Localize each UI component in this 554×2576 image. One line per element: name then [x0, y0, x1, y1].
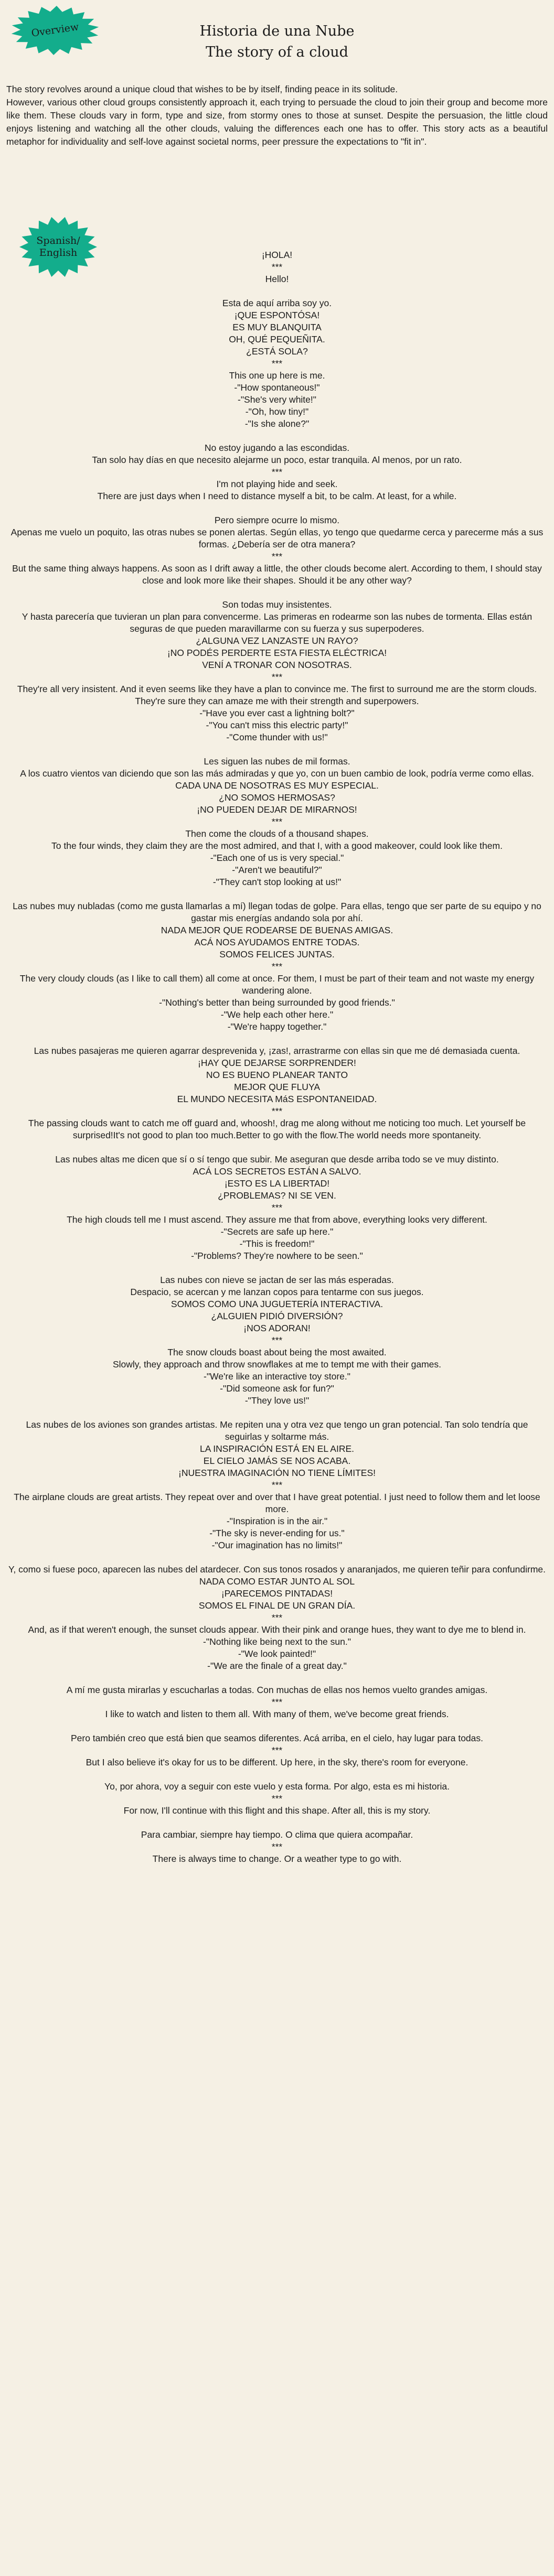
english-line: -"Aren't we beautiful?": [232, 865, 322, 875]
english-line: This one up here is me.: [229, 370, 325, 381]
separator: ***: [271, 1480, 283, 1490]
english-line: -"We're like an interactive toy store.": [204, 1371, 350, 1382]
english-line: -"Secrets are safe up here.": [220, 1226, 334, 1237]
spanish-line: ¿PROBLEMAS? NI SE VEN.: [218, 1190, 336, 1201]
page-title: [0, 21, 554, 63]
english-line: I like to watch and listen to them all. With many of them, we've become great friends.: [105, 1709, 449, 1719]
separator: ***: [271, 1612, 283, 1623]
english-line: -"She's very white!": [238, 394, 316, 405]
spanish-line: ¿ALGUNA VEZ LANZASTE UN RAYO?: [196, 635, 358, 646]
spanish-line: ¿ESTÁ SOLA?: [246, 346, 308, 357]
intro-en: Hello!: [265, 274, 289, 284]
english-line: There are just days when I need to distance myself a bit, to be calm. At least, for a while.: [97, 491, 457, 501]
english-line: -"We are the finale of a great day.": [207, 1661, 347, 1671]
english-line: -"Our imagination has no limits!": [211, 1540, 343, 1550]
english-line: -"Come thunder with us!": [226, 732, 328, 742]
spanish-line: ¡PARECEMOS PINTADAS!: [221, 1588, 333, 1599]
language-badge-label: Spanish/ English: [36, 235, 80, 258]
spanish-line: SOMOS COMO UNA JUGUETERÍA INTERACTIVA.: [171, 1299, 383, 1309]
english-line: -"This is freedom!": [239, 1238, 315, 1249]
spanish-line: NADA MEJOR QUE RODEARSE DE BUENAS AMIGAS.: [161, 925, 393, 935]
spanish-line: Pero siempre ocurre lo mismo.: [214, 515, 340, 525]
spanish-line: Les siguen las nubes de mil formas.: [204, 756, 350, 767]
story-paragraph: [0, 1684, 554, 1720]
spanish-line: Pero también creo que está bien que seamos diferentes. Acá arriba, en el cielo, hay lugar para todas.: [70, 1733, 484, 1743]
intro-es: ¡HOLA!: [261, 250, 293, 260]
story-paragraph: [0, 1045, 554, 1141]
story-paragraph: [0, 1419, 554, 1551]
english-line: The snow clouds boast about being the most awaited.: [167, 1347, 387, 1357]
overview-badge-label: Overview: [30, 21, 80, 39]
spanish-line: Tan solo hay días en que necesito alejarme un poco, estar tranquila. Al menos, por un rato.: [92, 455, 462, 465]
spanish-line: SOMOS EL FINAL DE UN GRAN DÍA.: [198, 1600, 356, 1611]
title-spanish: Historia de una Nube: [199, 23, 355, 39]
story-paragraph: [0, 514, 554, 587]
spanish-line: Las nubes altas me dicen que sí o sí tengo que subir. Me aseguran que desde arriba todo se ve muy distinto.: [55, 1154, 499, 1165]
english-line: There is always time to change. Or a weather type to go with.: [152, 1853, 402, 1864]
spanish-line: Y, como si fuese poco, aparecen las nubes del atardecer. Con sus tonos rosados y anaranjados, me quieren teñir para confundirme.: [8, 1564, 546, 1575]
english-line: -"We're happy together.": [227, 1021, 327, 1032]
spanish-line: Son todas muy insistentes.: [222, 599, 332, 610]
separator: ***: [271, 1697, 283, 1707]
separator: ***: [271, 961, 283, 972]
story-text: [0, 249, 554, 1877]
separator: ***: [271, 1841, 283, 1852]
story-paragraph: [0, 1154, 554, 1262]
english-line: But I also believe it's okay for us to be different. Up here, in the sky, there's room for everyone.: [86, 1757, 468, 1767]
english-line: -"The sky is never-ending for us.": [209, 1528, 345, 1538]
separator: ***: [271, 1106, 283, 1116]
spanish-line: ¡NO PUEDEN DEJAR DE MIRARNOS!: [197, 804, 357, 815]
english-line: -"Oh, how tiny!": [245, 406, 309, 417]
english-line: -"Is she alone?": [244, 418, 310, 429]
spanish-line: OH, QUÉ PEQUEÑITA.: [229, 334, 325, 344]
spanish-line: SOMOS FELICES JUNTAS.: [219, 949, 335, 960]
spanish-line: LA INSPIRACIÓN ESTÁ EN EL AIRE.: [199, 1443, 355, 1454]
spanish-line: A los cuatro vientos van diciendo que son las más admiradas y que yo, con un buen cambio de look, podría verme como ellas.: [20, 768, 534, 779]
story-intro: [0, 249, 554, 285]
separator: ***: [271, 1793, 283, 1804]
english-line: -"They can't stop looking at us!": [212, 877, 342, 887]
story-paragraph: [0, 1829, 554, 1865]
separator: ***: [271, 467, 283, 477]
spanish-line: ¡NUESTRA IMAGINACIÓN NO TIENE LÍMITES!: [178, 1468, 376, 1478]
english-line: The passing clouds want to catch me off guard and, whoosh!, drag me along without me noticing too much. Let yourself be surprised!It's not good to plan too much.Better to go with the flow.The world needs more spontaneity.: [28, 1118, 526, 1140]
english-line: Then come the clouds of a thousand shapes.: [185, 828, 369, 839]
english-line: -"Inspiration is in the air.": [226, 1516, 328, 1526]
english-line: -"Each one of us is very special.": [210, 853, 344, 863]
english-line: For now, I'll continue with this flight and this shape. After all, this is my story.: [123, 1805, 431, 1816]
overview-paragraph: The story revolves around a unique cloud that wishes to be by itself, finding peace in its solitude. However, various other cloud groups consistently approach it, each trying to persuade the cloud to join their group and become more like them. These clouds vary in form, type and size, from stormy ones to those at sunset. Despite the persuasion, the little cloud enjoys listening and watching all the other clouds, valuing the differences each one has to offer. This story acts as a beautiful metaphor for individuality and self-love against societal norms, peer pressure the expectations to "fit in".: [6, 84, 548, 147]
spanish-line: ES MUY BLANQUITA: [232, 322, 322, 332]
english-line: -"Did someone ask for fun?": [220, 1383, 334, 1394]
separator: ***: [271, 1745, 283, 1755]
spanish-line: ACÁ LOS SECRETOS ESTÁN A SALVO.: [193, 1166, 361, 1177]
spanish-line: VENÍ A TRONAR CON NOSOTRAS.: [202, 660, 352, 670]
english-line: To the four winds, they claim they are the most admired, and that I, with a good makeover, could look like them.: [51, 840, 503, 851]
story-paragraph: [0, 756, 554, 888]
english-line: The high clouds tell me I must ascend. They assure me that from above, everything looks very different.: [67, 1214, 487, 1225]
separator: ***: [271, 1335, 283, 1345]
story-paragraph: [0, 1274, 554, 1407]
separator: ***: [271, 262, 283, 272]
spanish-line: MEJOR QUE FLUYA: [233, 1082, 320, 1092]
spanish-line: Las nubes pasajeras me quieren agarrar desprevenida y, ¡zas!, arrastrarme con ellas sin que me dé demasiada cuenta.: [34, 1046, 520, 1056]
english-line: -"Problems? They're nowhere to be seen.": [191, 1251, 363, 1261]
story-paragraph: [0, 1732, 554, 1769]
story-paragraph: [0, 1781, 554, 1817]
english-line: -"They love us!": [244, 1395, 310, 1406]
spanish-line: CADA UNA DE NOSOTRAS ES MUY ESPECIAL.: [175, 780, 379, 791]
spanish-line: Las nubes con nieve se jactan de ser las más esperadas.: [160, 1275, 394, 1285]
english-line: The airplane clouds are great artists. They repeat over and over that I have great potential. I just need to follow them and let loose more.: [14, 1492, 540, 1514]
spanish-line: EL MUNDO NECESITA MáS ESPONTANEIDAD.: [177, 1094, 377, 1104]
english-line: -"Nothing like being next to the sun.": [203, 1636, 351, 1647]
separator: ***: [271, 551, 283, 562]
spanish-line: Las nubes de los aviones son grandes artistas. Me repiten una y otra vez que tengo un gran potencial. Tan solo tendría que seguirlas y soltarme más.: [26, 1419, 528, 1442]
english-line: -"How spontaneous!": [234, 382, 320, 393]
english-line: They're all very insistent. And it even seems like they have a plan to convince me. The first to surround me are the storm clouds. They're sure they can amaze me with their strength and superpowers.: [17, 684, 537, 706]
english-line: -"We help each other here.": [220, 1009, 334, 1020]
spanish-line: ¡NO PODÉS PERDERTE ESTA FIESTA ELÉCTRICA!: [167, 648, 387, 658]
spanish-line: Para cambiar, siempre hay tiempo. O clima que quiera acompañar.: [141, 1829, 413, 1840]
spanish-line: ¡HAY QUE DEJARSE SORPRENDER!: [198, 1058, 356, 1068]
spanish-line: NADA COMO ESTAR JUNTO AL SOL: [199, 1576, 355, 1587]
english-line: And, as if that weren't enough, the sunset clouds appear. With their pink and orange hues, they want to dye me to blend in.: [28, 1624, 526, 1635]
spanish-line: Y hasta parecería que tuvieran un plan para convencerme. Las primeras en rodearme son las nubes de tormenta. Ellas están seguras de que pueden maravillarme con su fuerza y sus superpoderes.: [22, 611, 532, 634]
spanish-line: ¡ESTO ES LA LIBERTAD!: [224, 1178, 330, 1189]
spanish-line: ¡QUE ESPONTÓSA!: [234, 310, 320, 320]
title-english: The story of a cloud: [206, 44, 348, 60]
separator: ***: [271, 672, 283, 682]
spanish-line: Esta de aquí arriba soy yo.: [222, 298, 332, 308]
english-line: -"We look painted!": [238, 1648, 316, 1659]
spanish-line: Despacio, se acercan y me lanzan copos para tentarme con sus juegos.: [130, 1287, 424, 1297]
spanish-line: Las nubes muy nubladas (como me gusta llamarlas a mí) llegan todas de golpe. Para ellas, tengo que ser parte de su equipo y no gastar mis energías andando sola por ahí.: [13, 901, 541, 923]
spanish-line: ¡NOS ADORAN!: [243, 1323, 311, 1333]
english-line: -"Have you ever cast a lightning bolt?": [199, 708, 355, 718]
spanish-line: ¿NO SOMOS HERMOSAS?: [219, 792, 335, 803]
story-paragraph: [0, 900, 554, 1033]
english-line: I'm not playing hide and seek.: [216, 479, 338, 489]
story-paragraph: [0, 442, 554, 502]
separator: ***: [271, 1202, 283, 1213]
spanish-line: Apenas me vuelo un poquito, las otras nubes se ponen alertas. Según ellas, yo tengo que quedarme cerca y parecerme más a sus formas. ¿Debería ser de otra manera?: [10, 527, 544, 549]
spanish-line: ¿ALGUIEN PIDIÓ DIVERSIÓN?: [211, 1311, 343, 1321]
story-paragraph: [0, 297, 554, 430]
spanish-line: A mí me gusta mirarlas y escucharlas a todas. Con muchas de ellas nos hemos vuelto grandes amigas.: [66, 1685, 488, 1695]
spanish-line: No estoy jugando a las escondidas.: [204, 443, 350, 453]
english-line: -"Nothing's better than being surrounded by good friends.": [159, 997, 395, 1008]
spanish-line: ACÁ NOS AYUDAMOS ENTRE TODAS.: [194, 937, 360, 947]
english-line: The very cloudy clouds (as I like to call them) all come at once. For them, I must be part of their team and not waste my energy wandering alone.: [19, 973, 535, 996]
spanish-line: NO ES BUENO PLANEAR TANTO: [206, 1070, 348, 1080]
spanish-line: EL CIELO JAMÁS SE NOS ACABA.: [203, 1456, 351, 1466]
english-line: But the same thing always happens. As soon as I drift away a little, the other clouds become alert. According to them, I should stay close and look more like their shapes. Should it be any other way?: [12, 563, 542, 586]
english-line: -"You can't miss this electric party!": [206, 720, 348, 730]
separator: ***: [271, 816, 283, 827]
story-paragraph: [0, 599, 554, 743]
separator: ***: [271, 358, 283, 369]
english-line: Slowly, they approach and throw snowflakes at me to tempt me with their games.: [112, 1359, 442, 1370]
story-paragraph: [0, 1564, 554, 1672]
spanish-line: Yo, por ahora, voy a seguir con este vuelo y esta forma. Por algo, esta es mi historia.: [104, 1781, 450, 1792]
